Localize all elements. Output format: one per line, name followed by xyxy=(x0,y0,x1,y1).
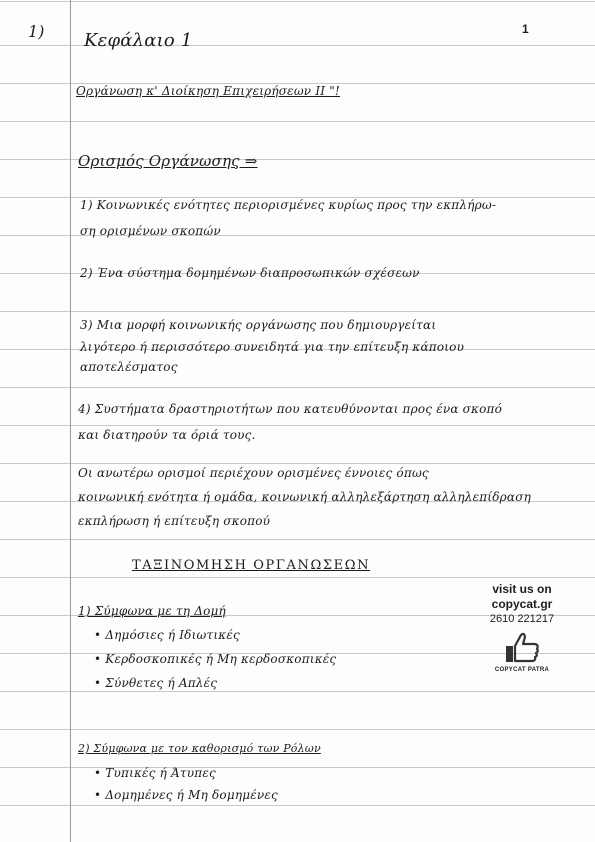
promo-brand: COPYCAT PATRA xyxy=(494,667,550,673)
note-line: ση ορισμένων σκοπών xyxy=(80,224,221,238)
definition-heading: Ορισμός Οργάνωσης ⇒ xyxy=(78,152,258,170)
note-line: 4) Συστήματα δραστηριοτήτων που κατευθύνονται προς ένα σκοπό xyxy=(78,402,503,416)
list-item: • Δημόσιες ή Ιδιωτικές xyxy=(94,628,240,642)
side-mark: 1) xyxy=(28,22,45,41)
promo-visit-text: visit us on xyxy=(492,582,552,596)
note-line: Οι ανωτέρω ορισμοί περιέχουν ορισμένες έννοιες όπως xyxy=(78,466,429,480)
note-line: 2) Ένα σύστημα δομημένων διαπροσωπικών σχέσεων xyxy=(80,266,420,280)
note-line: και διατηρούν τα όριά τους. xyxy=(78,428,256,442)
list-item: • Κερδοσκοπικές ή Μη κερδοσκοπικές xyxy=(94,652,337,666)
list-item: • Σύνθετες ή Απλές xyxy=(94,676,218,690)
chapter-title: Κεφάλαιο 1 xyxy=(84,30,193,51)
criterion-roles: 2) Σύμφωνα με τον καθορισμό των Ρόλων xyxy=(78,742,321,755)
page-number: 1 xyxy=(522,22,529,36)
promo-website: copycat.gr xyxy=(491,597,553,611)
margin-line xyxy=(70,0,71,842)
list-item: • Δομημένες ή Μη δομημένες xyxy=(94,788,278,802)
note-line: 1) Κοινωνικές ενότητες περιορισμένες κυρίως προς την εκπλήρω- xyxy=(80,198,497,212)
copycat-promo xyxy=(466,582,578,673)
note-line: εκπλήρωση ή επίτευξη σκοπού xyxy=(78,514,271,528)
note-line: αποτελέσματος xyxy=(80,360,178,374)
thumbs-up-icon xyxy=(502,631,542,665)
criterion-structure: 1) Σύμφωνα με τη Δομή xyxy=(78,604,226,618)
classification-heading: ΤΑΞΙΝΟΜΗΣΗ ΟΡΓΑΝΩΣΕΩΝ xyxy=(132,558,371,573)
note-line: κοινωνική ενότητα ή ομάδα, κοινωνική αλληλεξάρτηση αλληλεπίδραση xyxy=(78,490,531,504)
promo-phone: 2610 221217 xyxy=(489,613,555,625)
course-subtitle: Οργάνωση κ' Διοίκηση Επιχειρήσεων ΙΙ "! xyxy=(76,84,340,98)
list-item: • Τυπικές ή Άτυπες xyxy=(94,766,216,780)
note-line: 3) Μια μορφή κοινωνικής οργάνωσης που δημιουργείται xyxy=(80,318,437,332)
note-line: λιγότερο ή περισσότερο συνειδητά για την επίτευξη κάποιου xyxy=(80,340,465,354)
